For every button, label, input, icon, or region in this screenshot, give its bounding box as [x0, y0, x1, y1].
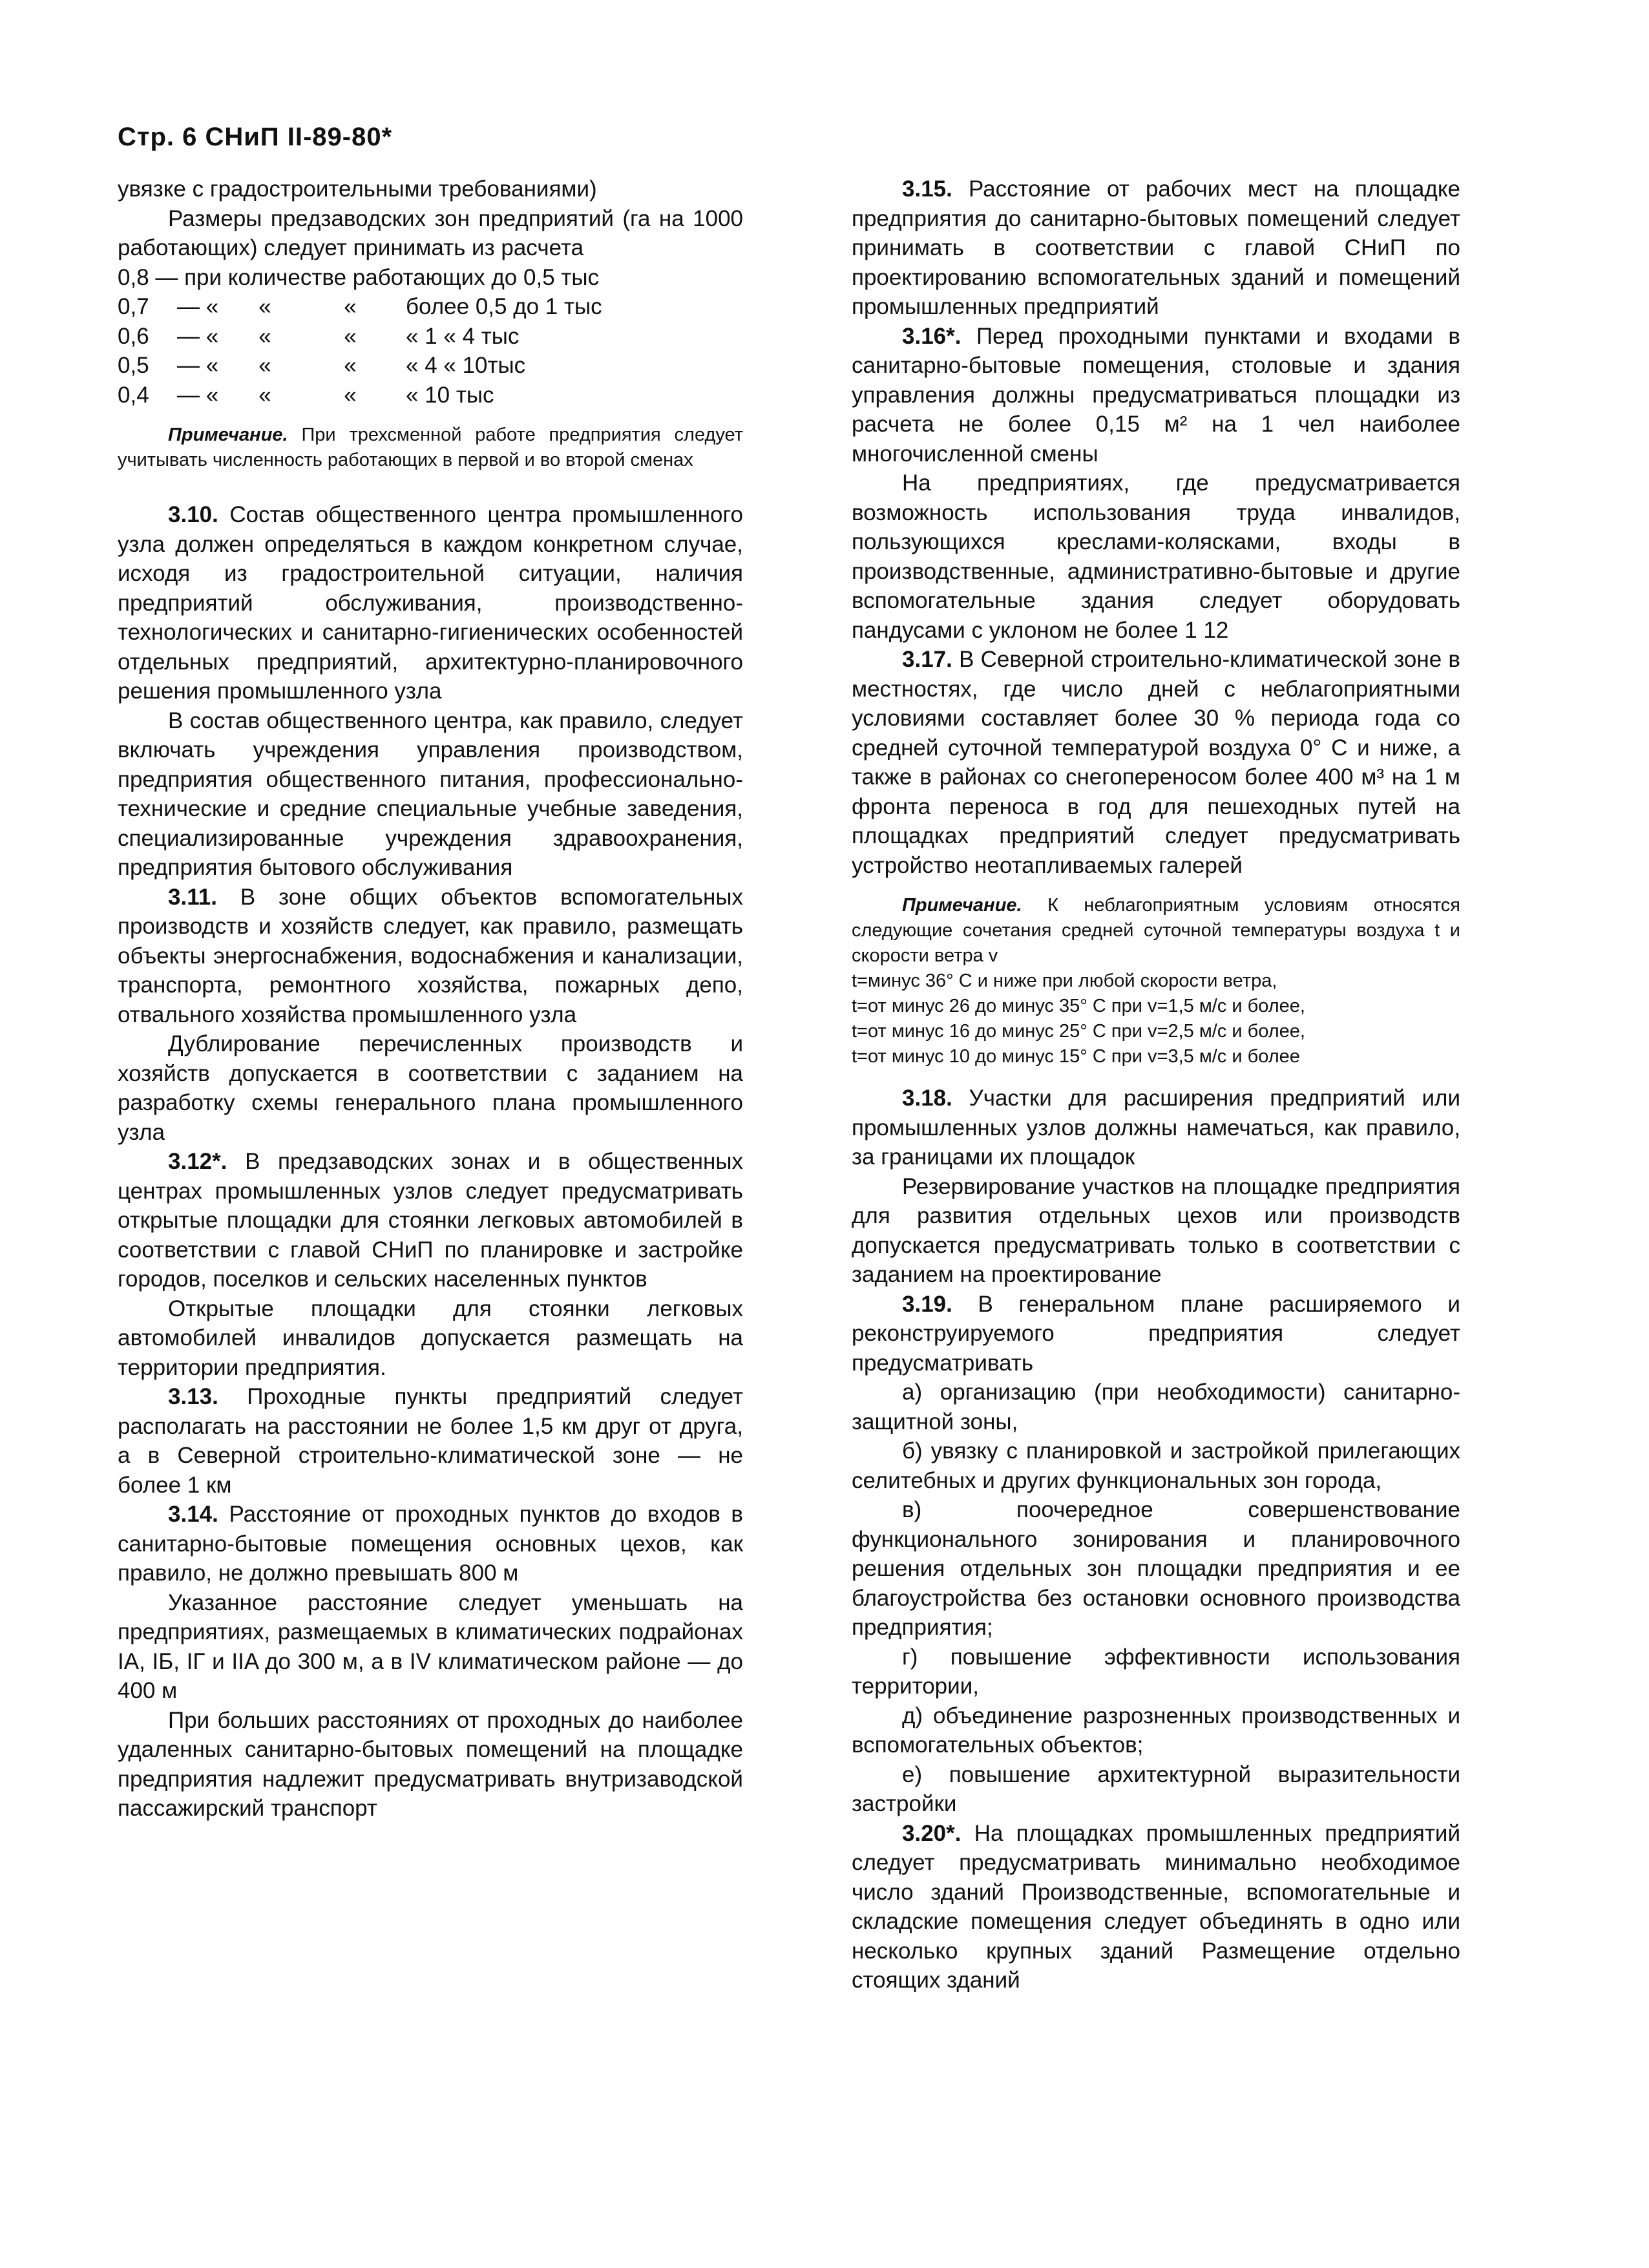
ratio-quote: «	[344, 382, 357, 408]
ratio-quote: «	[344, 323, 357, 349]
section-3-10	[118, 500, 743, 706]
ratio-value: 0,6	[118, 323, 149, 349]
section-text: Участки для расширения предприятий или промышленных узлов должны намечаться, как правило, за границами их площадок	[852, 1086, 1460, 1170]
ratio-row	[118, 381, 602, 410]
note-condition-line: t=от минус 26 до минус 35° С при v=1,5 м/с и более,	[852, 996, 1305, 1016]
ratio-dash: — «	[177, 323, 219, 349]
section-3-18	[852, 1084, 1460, 1172]
ratio-text: « 4 « 10тыс	[406, 353, 526, 378]
note-text: К неблагоприятным условиям относятся следующие сочетания средней суточной температуры воздуха t и скорости ветра v	[852, 895, 1460, 966]
section-3-11	[118, 883, 743, 1030]
ratio-dash: — «	[177, 294, 219, 319]
intro-paragraph: Размеры предзаводских зон предприятий (га на 1000 работающих) следует принимать из расчета	[118, 205, 743, 260]
note-label: Примечание.	[168, 425, 288, 445]
section-3-12-p2: Открытые площадки для стоянки легковых автомобилей инвалидов допускается размещать на территории предприятия.	[118, 1296, 743, 1380]
section-3-14	[118, 1500, 743, 1588]
list-item: б) увязку с планировкой и застройкой прилегающих селитебных и других функциональных зон города,	[852, 1438, 1460, 1493]
section-text: В Северной строительно-климатической зоне в местностях, где число дней с неблагоприятными условиями составляет более 30 % периода года со средней суточной температурой воздуха 0° С и ниже, а также в районах со снегопереносом более 400 м³ на 1 м фронта переноса в год для пешеходных путей на площадках предприятий следует предусматривать устройство неотапливаемых галерей	[852, 647, 1460, 878]
ratio-row	[118, 351, 602, 381]
section-number: 3.13.	[168, 1384, 218, 1409]
section-3-16-p2: На предприятиях, где предусматривается возможность использования труда инвалидов, пользующихся креслами-колясками, входы в производственные, административно-бытовые и другие вспомогательные здания следует оборудовать пандусами с уклоном не более 1 12	[852, 470, 1460, 643]
right-column	[852, 174, 1460, 1995]
section-3-10-p2: В состав общественного центра, как правило, следует включать учреждения управления производством, предприятия общественного питания, профессионально-технические и средние специальные учебные заведения, специализированные учреждения здравоохранения, предприятия бытового обслуживания	[118, 708, 743, 880]
section-3-16	[852, 322, 1460, 469]
section-number: 3.10.	[168, 502, 218, 527]
ratio-quote: «	[258, 353, 271, 378]
note-text: При трехсменной работе предприятия следует учитывать численность работающих в первой и во второй сменах	[118, 425, 744, 470]
section-3-15	[852, 174, 1460, 322]
ratio-row	[118, 292, 602, 322]
first-ratio-line: 0,8 — при количестве работающих до 0,5 тыс	[118, 264, 600, 290]
note-condition-line: t=от минус 10 до минус 15° С при v=3,5 м/с и более	[852, 1046, 1300, 1067]
section-text: Проходные пункты предприятий следует располагать на расстоянии не более 1,5 км друг от друга, а в Северной строительно-климатической зоне — не более 1 км	[118, 1384, 743, 1498]
section-number: 3.16*.	[902, 323, 961, 349]
list-item: а) организацию (при необходимости) санитарно-защитной зоны,	[852, 1380, 1460, 1434]
note-unfavorable-conditions	[852, 893, 1460, 969]
section-3-20	[852, 1819, 1460, 1995]
section-3-19	[852, 1290, 1460, 1378]
section-text: На площадках промышленных предприятий следует предусматривать минимально необходимое число зданий Производственные, вспомогательные и складские помещения следует объединять в одно или несколько крупных зданий Размещение отдельно стоящих зданий	[852, 1820, 1460, 1993]
ratio-text: более 0,5 до 1 тыс	[406, 294, 602, 319]
ratio-quote: «	[258, 294, 271, 319]
section-3-14-p3: При больших расстояниях от проходных до наиболее удаленных санитарно-бытовых помещений на площадке предприятия надлежит предусматривать внутризаводской пассажирский транспорт	[118, 1707, 743, 1821]
section-3-13	[118, 1382, 743, 1500]
ratio-value: 0,7	[118, 294, 149, 319]
section-number: 3.14.	[168, 1502, 218, 1527]
ratio-value: 0,4	[118, 382, 149, 408]
section-text: В зоне общих объектов вспомогательных производств и хозяйств следует, как правило, размещать объекты энергоснабжения, водоснабжения и канализации, транспорта, ремонтного хозяйства, пожарных депо, отвального хозяйства промышленного узла	[118, 884, 743, 1027]
ratio-table	[118, 292, 602, 410]
note-label: Примечание.	[902, 895, 1022, 916]
list-item: г) повышение эффективности использования территории,	[852, 1644, 1460, 1699]
section-number: 3.20*.	[902, 1820, 961, 1846]
section-number: 3.15.	[902, 176, 952, 202]
section-number: 3.17.	[902, 647, 952, 672]
left-column	[118, 174, 743, 1823]
section-text: В предзаводских зонах и в общественных центрах промышленных узлов следует предусматривать открытые площадки для стоянки легковых автомобилей в соответствии с главой СНиП по планировке и застройке городов, поселков и сельских населенных пунктов	[118, 1149, 743, 1292]
section-number: 3.18.	[902, 1086, 952, 1111]
ratio-row	[118, 322, 602, 352]
ratio-value: 0,5	[118, 353, 149, 378]
section-3-14-p2: Указанное расстояние следует уменьшать на предприятиях, размещаемых в климатических подрайонах IA, IБ, IГ и IIA до 300 м, а в IV климатическом районе — до 400 м	[118, 1590, 743, 1703]
section-number: 3.19.	[902, 1291, 952, 1317]
section-number: 3.12*.	[168, 1149, 227, 1174]
ratio-quote: «	[258, 382, 271, 408]
ratio-dash: — «	[177, 382, 219, 408]
section-3-17	[852, 645, 1460, 880]
section-text: В генеральном плане расширяемого и реконструируемого предприятия следует предусматривать	[852, 1291, 1460, 1376]
ratio-text: « 10 тыс	[406, 382, 494, 408]
note-condition-line: t=от минус 16 до минус 25° С при v=2,5 м/с и более,	[852, 1021, 1305, 1042]
intro-line: увязке с градостроительными требованиями)	[118, 176, 597, 202]
ratio-dash: — «	[177, 353, 219, 378]
ratio-quote: «	[344, 294, 357, 319]
note-condition-line: t=минус 36° С и ниже при любой скорости ветра,	[852, 971, 1277, 991]
section-3-12	[118, 1147, 743, 1294]
section-3-11-p2: Дублирование перечисленных производств и хозяйств допускается в соответствии с заданием на разработку схемы генерального плана промышленного узла	[118, 1031, 743, 1145]
list-item: д) объединение разрозненных производственных и вспомогательных объектов;	[852, 1703, 1460, 1758]
section-text: Расстояние от рабочих мест на площадке предприятия до санитарно-бытовых помещений следует принимать в соответствии с главой СНиП по проектированию вспомогательных зданий и помещений промышленных предприятий	[852, 176, 1460, 319]
section-text: Расстояние от проходных пунктов до входов в санитарно-бытовые помещения основных цехов, как правило, не должно превышать 800 м	[118, 1502, 743, 1586]
note-shift-work	[118, 423, 743, 473]
section-number: 3.11.	[168, 884, 217, 910]
page-header: Стр. 6 СНиП II-89-80*	[118, 123, 393, 151]
section-text: Состав общественного центра промышленного узла должен определяться в каждом конкретном случае, исходя из градостроительной ситуации, наличия предприятий обслуживания, производственно-технологических и санитарно-гигиенических особенностей отдельных предприятий, архитектурно-планировочного решения промышленного узла	[118, 502, 743, 704]
list-item: е) повышение архитектурной выразительности застройки	[852, 1761, 1460, 1816]
ratio-quote: «	[258, 323, 271, 349]
section-text: Перед проходными пунктами и входами в санитарно-бытовые помещения, столовые и здания управления должны предусматриваться площадки из расчета не более 0,15 м² на 1 чел наиболее многочисленной смены	[852, 323, 1460, 467]
ratio-quote: «	[344, 353, 357, 378]
section-3-18-p2: Резервирование участков на площадке предприятия для развития отдельных цехов или производств допускается предусматривать только в соответствии с заданием на проектирование	[852, 1173, 1460, 1287]
ratio-text: « 1 « 4 тыс	[406, 323, 520, 349]
list-item: в) поочередное совершенствование функционального зонирования и планировочного решения отдельных зон площадки предприятия и ее благоустройства без остановки основного производства предприятия;	[852, 1497, 1460, 1640]
